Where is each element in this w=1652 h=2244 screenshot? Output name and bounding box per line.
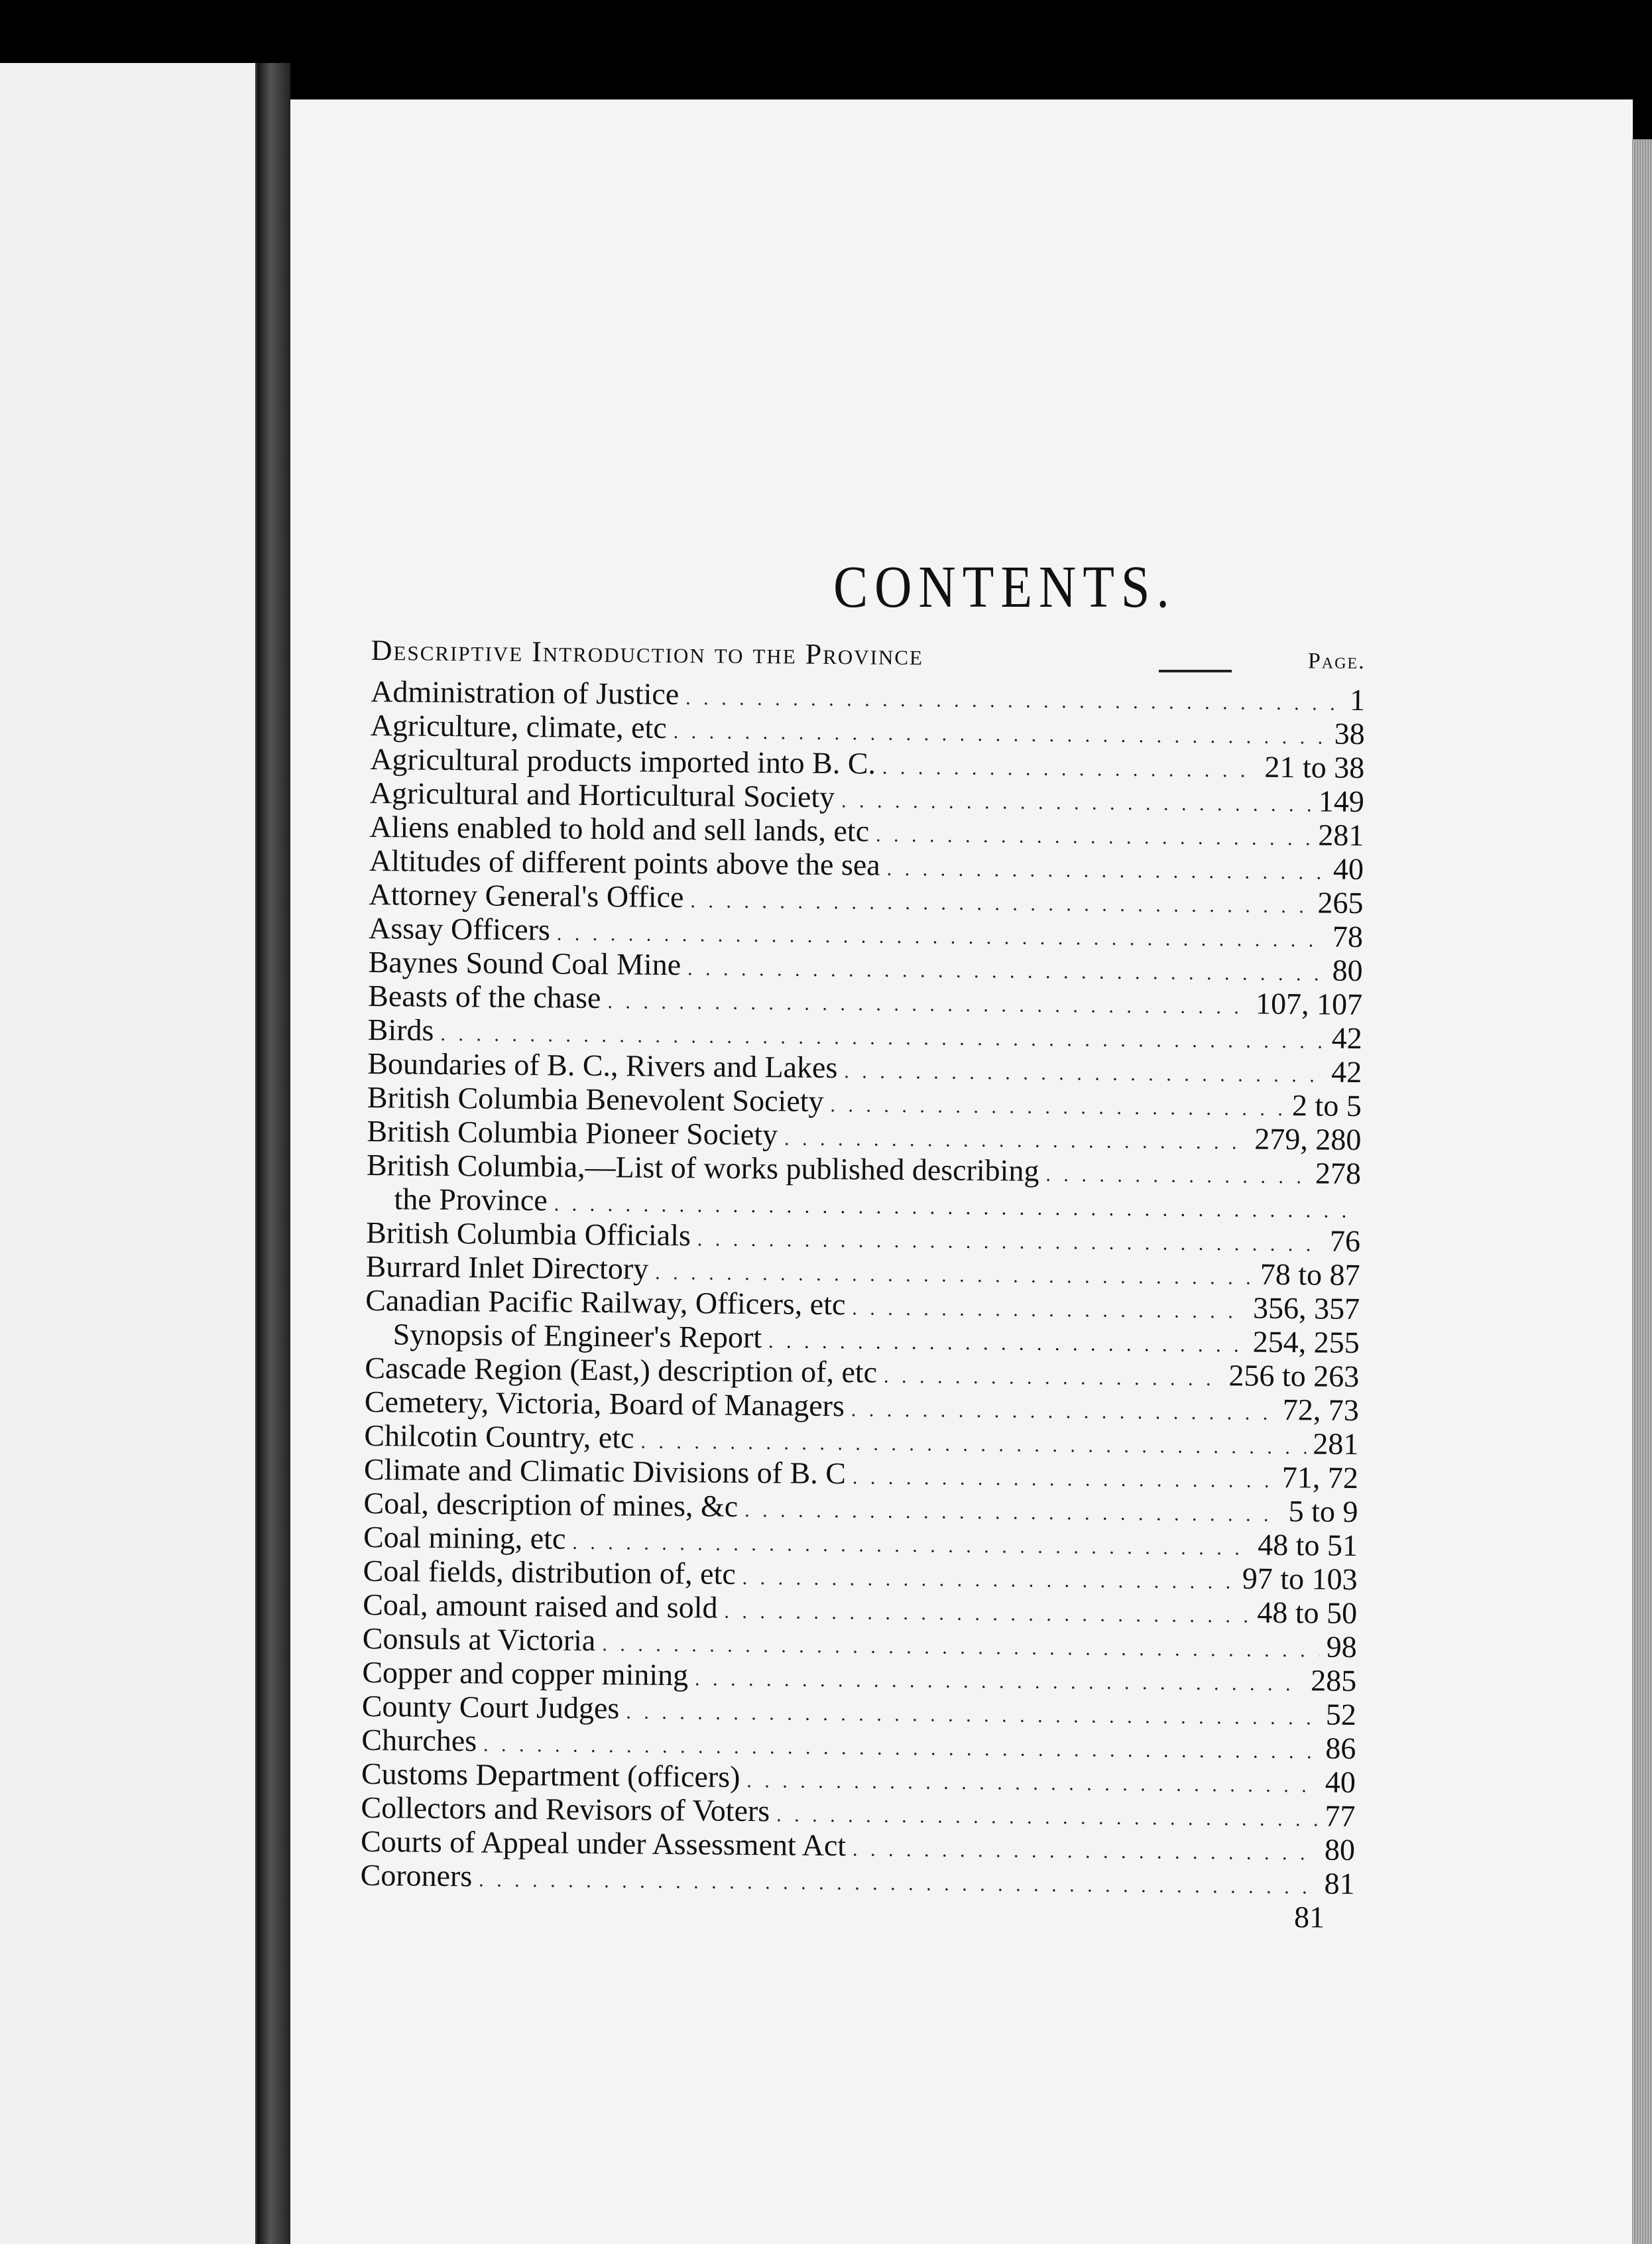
toc-header: [371, 633, 1365, 680]
toc-entry-title: Agricultural products imported into B. C.: [370, 741, 876, 780]
toc-entry-page: 72, 73: [1282, 1393, 1360, 1428]
page-title: CONTENTS.: [833, 553, 1176, 620]
toc-entry-page: 98: [1326, 1629, 1357, 1664]
facing-page: [0, 63, 257, 2244]
toc-entry-title: Aliens enabled to hold and sell lands, etc: [369, 809, 870, 848]
dot-leader: [886, 852, 1327, 890]
table-of-contents: [360, 633, 1366, 1934]
dot-leader: [742, 1561, 1236, 1599]
toc-entry-title: British Columbia,—List of works published describing: [366, 1147, 1039, 1188]
toc-entry-page: 107, 107: [1255, 986, 1363, 1022]
toc-entry-title: Altitudes of different points above the sea: [369, 843, 880, 882]
toc-entry-page: 80: [1332, 953, 1363, 988]
dot-leader: [602, 1627, 1320, 1667]
toc-entry-page: 285: [1311, 1663, 1357, 1698]
toc-entry-page: 81: [1324, 1866, 1355, 1901]
intro-heading: Descriptive Introduction to the Province: [371, 633, 924, 672]
page-edges: [1632, 139, 1652, 2244]
toc-entry-page: 281: [1318, 818, 1364, 853]
toc-entry-page: 279, 280: [1254, 1121, 1362, 1157]
dot-leader: [876, 818, 1312, 856]
dot-leader: [607, 985, 1249, 1024]
toc-entry-page: 76: [1329, 1223, 1361, 1259]
toc-entry-title: Collectors and Revisors of Voters: [361, 1790, 770, 1828]
toc-entry-title: Birds: [367, 1012, 434, 1047]
toc-entry-page: 254, 255: [1252, 1324, 1360, 1360]
toc-entry-title: Assay Officers: [368, 910, 551, 947]
toc-entry-title: British Columbia Pioneer Society: [367, 1113, 778, 1152]
toc-entry-page: 38: [1334, 716, 1365, 751]
dot-leader: [626, 1695, 1319, 1735]
dot-leader: [746, 1764, 1319, 1803]
dot-leader: [844, 1054, 1325, 1092]
dot-leader: [685, 681, 1343, 721]
toc-entry-page: 42: [1331, 1021, 1362, 1056]
dot-leader: [852, 1291, 1246, 1328]
toc-entry-page: 5 to 9: [1288, 1494, 1358, 1529]
dot-leader: [851, 1393, 1276, 1430]
page-column-label: Page.: [1307, 649, 1366, 674]
toc-entry-title: Customs Department (officers): [361, 1756, 740, 1794]
dot-leader: [724, 1595, 1250, 1633]
toc-entry-title: Cemetery, Victoria, Board of Managers: [364, 1384, 845, 1423]
toc-entry-page: 356, 357: [1252, 1290, 1360, 1326]
toc-entry-page: 278: [1315, 1156, 1362, 1191]
toc-entry-page: 281: [1313, 1426, 1359, 1462]
toc-entry-title: Administration of Justice: [371, 674, 679, 712]
toc-entry-title: County Court Judges: [361, 1688, 620, 1725]
toc-entry-page: 265: [1317, 885, 1364, 920]
toc-entry-page: 97 to 103: [1242, 1561, 1358, 1597]
toc-entry-page: 80: [1324, 1832, 1356, 1867]
toc-entry-page: 40: [1332, 851, 1364, 887]
toc-entry-page: 78 to 87: [1260, 1257, 1360, 1292]
toc-entry-page: 21 to 38: [1264, 749, 1365, 785]
toc-entry-title: the Province: [394, 1182, 548, 1217]
toc-entry-title: Beasts of the chase: [368, 978, 601, 1015]
dot-leader: [882, 751, 1258, 788]
dot-leader: [830, 1088, 1285, 1126]
toc-entry-page: 52: [1325, 1697, 1357, 1732]
toc-entry-title: Burrard Inlet Directory: [365, 1249, 649, 1286]
dot-leader: [695, 1662, 1305, 1701]
toc-entry-title: Coroners: [360, 1857, 473, 1893]
toc-entry-title: Canadian Pacific Railway, Officers, etc: [365, 1282, 846, 1322]
toc-entry-title: Copper and copper mining: [362, 1654, 689, 1692]
toc-entry-page: 149: [1318, 784, 1365, 819]
toc-entry-title: Coal fields, distribution of, etc: [363, 1553, 737, 1591]
toc-entry-page: 40: [1325, 1765, 1356, 1800]
toc-entry-page: 1: [1349, 682, 1366, 717]
toc-entry-title: Synopsis of Engineer's Report: [392, 1317, 762, 1355]
toc-entry-title: Coal mining, etc: [363, 1519, 566, 1556]
toc-entry-title: Consuls at Victoria: [362, 1621, 596, 1658]
toc-entry-page: 48 to 50: [1257, 1595, 1358, 1631]
toc-entry-title: Boundaries of B. C., Rivers and Lakes: [367, 1046, 838, 1085]
dot-leader: [884, 1359, 1222, 1396]
toc-entry-page: 78: [1332, 919, 1364, 954]
toc-entry-page: 256 to 263: [1228, 1358, 1360, 1394]
dot-leader: [853, 1460, 1275, 1498]
toc-entry-title: Courts of Appeal under Assessment Act: [360, 1824, 847, 1863]
toc-entry-title: Chilcotin Country, etc: [364, 1418, 634, 1455]
toc-entry-title: Cascade Region (East,) description of, etc: [365, 1350, 878, 1389]
dot-leader: [776, 1798, 1319, 1836]
toc-entry-page: 48 to 51: [1258, 1527, 1358, 1563]
toc-entry-page: 77: [1325, 1798, 1356, 1834]
dot-leader: [744, 1493, 1282, 1532]
dot-leader: [687, 952, 1326, 991]
toc-entry-title: Coal, description of mines, &c: [363, 1485, 738, 1523]
toc-entry-title: Climate and Climatic Divisions of B. C: [363, 1452, 847, 1491]
toc-entry-title: Agricultural and Horticultural Society: [369, 775, 835, 814]
dot-leader: [697, 1222, 1324, 1261]
dot-leader: [690, 884, 1311, 923]
toc-entry-page: 2 to 5: [1291, 1088, 1362, 1123]
toc-entry-page: 86: [1325, 1731, 1356, 1766]
dot-leader: [841, 784, 1312, 822]
toc-entry-title: Coal, amount raised and sold: [362, 1587, 718, 1625]
toc-entry-title: Churches: [361, 1722, 477, 1758]
book-gutter: [257, 63, 290, 2244]
trailing-page-number: 81: [1293, 1900, 1325, 1934]
dot-leader: [853, 1832, 1318, 1870]
toc-entry-page: 71, 72: [1281, 1460, 1359, 1495]
toc-list: [360, 674, 1365, 1901]
toc-entry-title: Baynes Sound Coal Mine: [368, 944, 681, 982]
toc-entry-title: Agriculture, climate, etc: [370, 708, 668, 745]
toc-entry-page: 42: [1331, 1054, 1362, 1090]
toc-entry-title: Attorney General's Office: [369, 877, 684, 914]
toc-entry-title: British Columbia Officials: [365, 1215, 691, 1253]
toc-entry-title: British Columbia Benevolent Society: [367, 1080, 824, 1118]
dot-leader: [1045, 1158, 1309, 1194]
